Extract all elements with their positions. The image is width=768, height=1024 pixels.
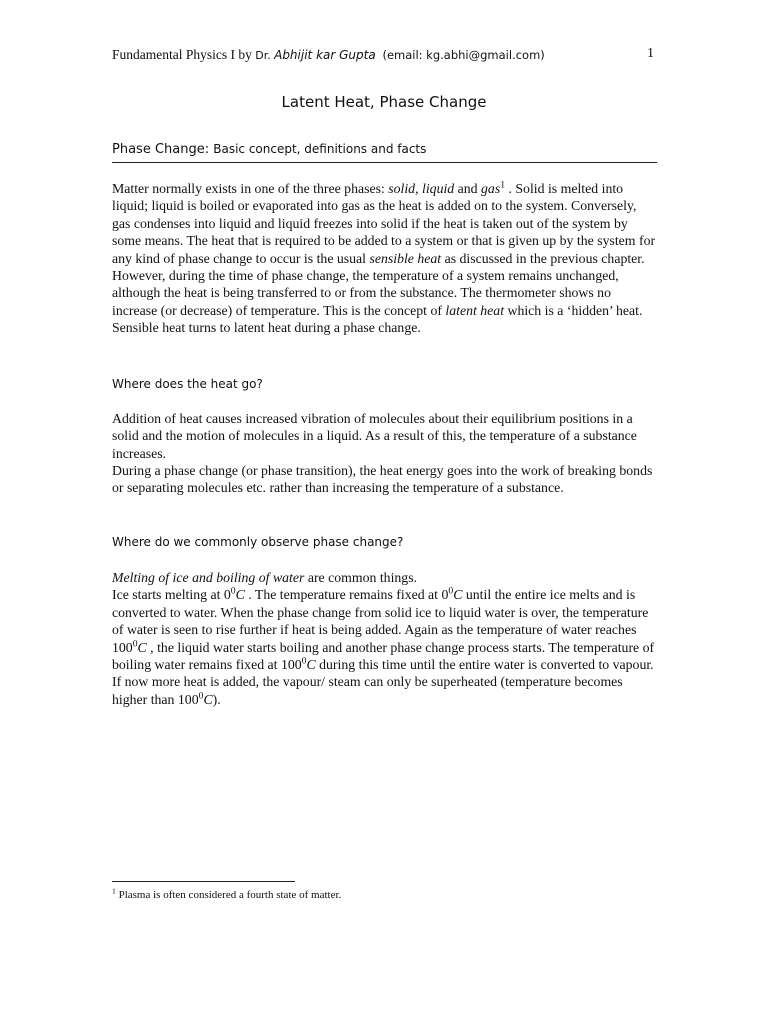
- footnote-reference[interactable]: 1: [500, 179, 506, 191]
- observe-lead-italic: Melting of ice and boiling of water: [112, 570, 305, 585]
- intro-and: and: [454, 181, 482, 196]
- section-heading: [112, 142, 657, 163]
- degree-mark: 0: [301, 655, 307, 667]
- observe-paragraph: [112, 569, 657, 708]
- observe-lead-rest: are common things.: [304, 570, 418, 585]
- celsius-symbol: C: [235, 587, 245, 603]
- term-gas: gas: [481, 181, 501, 196]
- subheading-heat: Where does the heat go?: [112, 377, 263, 391]
- celsius-symbol: C: [453, 587, 463, 603]
- footnote: [112, 886, 342, 901]
- intro-text: as discussed in the previous chapter. However, during the time of phase change, the temperature of a system remains unchanged, although the heat is being transferred to or from the substance. The thermometer shows no increase (or decrease) of temperature. This is the concept of: [112, 250, 645, 318]
- page-number: 1: [647, 46, 654, 61]
- celsius-symbol: C: [306, 657, 316, 673]
- author-name: Abhijit kar Gupta: [274, 48, 376, 62]
- running-header: [112, 47, 657, 63]
- subheading-observe: Where do we commonly observe phase change?: [112, 535, 404, 549]
- celsius-symbol: C: [137, 639, 147, 655]
- degree-mark: 0: [448, 585, 454, 597]
- author-email: (email: kg.abhi@gmail.com): [382, 48, 545, 62]
- footnote-text: Plasma is often considered a fourth state of matter.: [115, 889, 342, 901]
- degree-mark: 0: [132, 638, 138, 650]
- degree-mark: 0: [230, 585, 236, 597]
- celsius-symbol: C: [203, 691, 213, 707]
- intro-text: . Solid is melted into liquid; liquid is boiled or evaporated into gas as the heat is added on to the system. Conversely, gas condenses into liquid and liquid freezes into solid if the heat is taken out of the system by some means. The heat that is required to be added to a system or that is given up by the system for any kind of phase change to occur is the usual: [112, 181, 656, 266]
- observe-text: , the liquid water starts boiling and another phase change process starts. The temperature of boiling water remains fixed at 100: [112, 639, 655, 673]
- degree-mark: 0: [198, 690, 204, 702]
- section-heading-lead: Phase Change:: [112, 142, 210, 157]
- observe-text: ).: [212, 691, 221, 707]
- term-sensible-heat: sensible heat: [369, 250, 442, 266]
- intro-paragraph: [112, 180, 657, 337]
- observe-text: . The temperature remains fixed at 0: [244, 587, 449, 603]
- section-heading-rest: Basic concept, definitions and facts: [213, 142, 427, 156]
- intro-comma: ,: [415, 181, 422, 196]
- term-latent-heat: latent heat: [445, 302, 505, 318]
- author-prefix: Dr.: [255, 49, 271, 62]
- heat-paragraph-2: During a phase change (or phase transition), the heat energy goes into the work of breaking bonds or separating molecules etc. rather than increasing the temperature of a substance.: [112, 463, 653, 496]
- intro-text: Matter normally exists in one of the three phases:: [112, 181, 389, 196]
- observe-text: during this time until the entire water is converted to vapour. If now more heat is added, the vapour/ steam can only be superheated (temperature becomes higher than 100: [112, 657, 654, 707]
- heat-paragraph-1: Addition of heat causes increased vibration of molecules about their equilibrium positions in a solid and the motion of molecules in a liquid. As a result of this, the temperature of a substance increases.: [112, 411, 637, 461]
- page-title: Latent Heat, Phase Change: [281, 93, 487, 111]
- observe-text: Ice starts melting at 0: [112, 587, 231, 603]
- term-solid: solid: [388, 181, 416, 196]
- footnote-mark: 1: [112, 886, 116, 896]
- observe-text: until the entire ice melts and is converted to water. When the phase change from solid ice to liquid water is over, the temperature of water is seen to rise further if heat is being added. Again as the temperature of water reaches 100: [112, 587, 649, 655]
- footnote-divider: [112, 881, 295, 882]
- intro-text: which is a ‘hidden’ heat. Sensible heat turns to latent heat during a phase change.: [112, 302, 643, 336]
- course-name: Fundamental Physics I by: [112, 47, 252, 62]
- term-liquid: liquid: [422, 181, 455, 196]
